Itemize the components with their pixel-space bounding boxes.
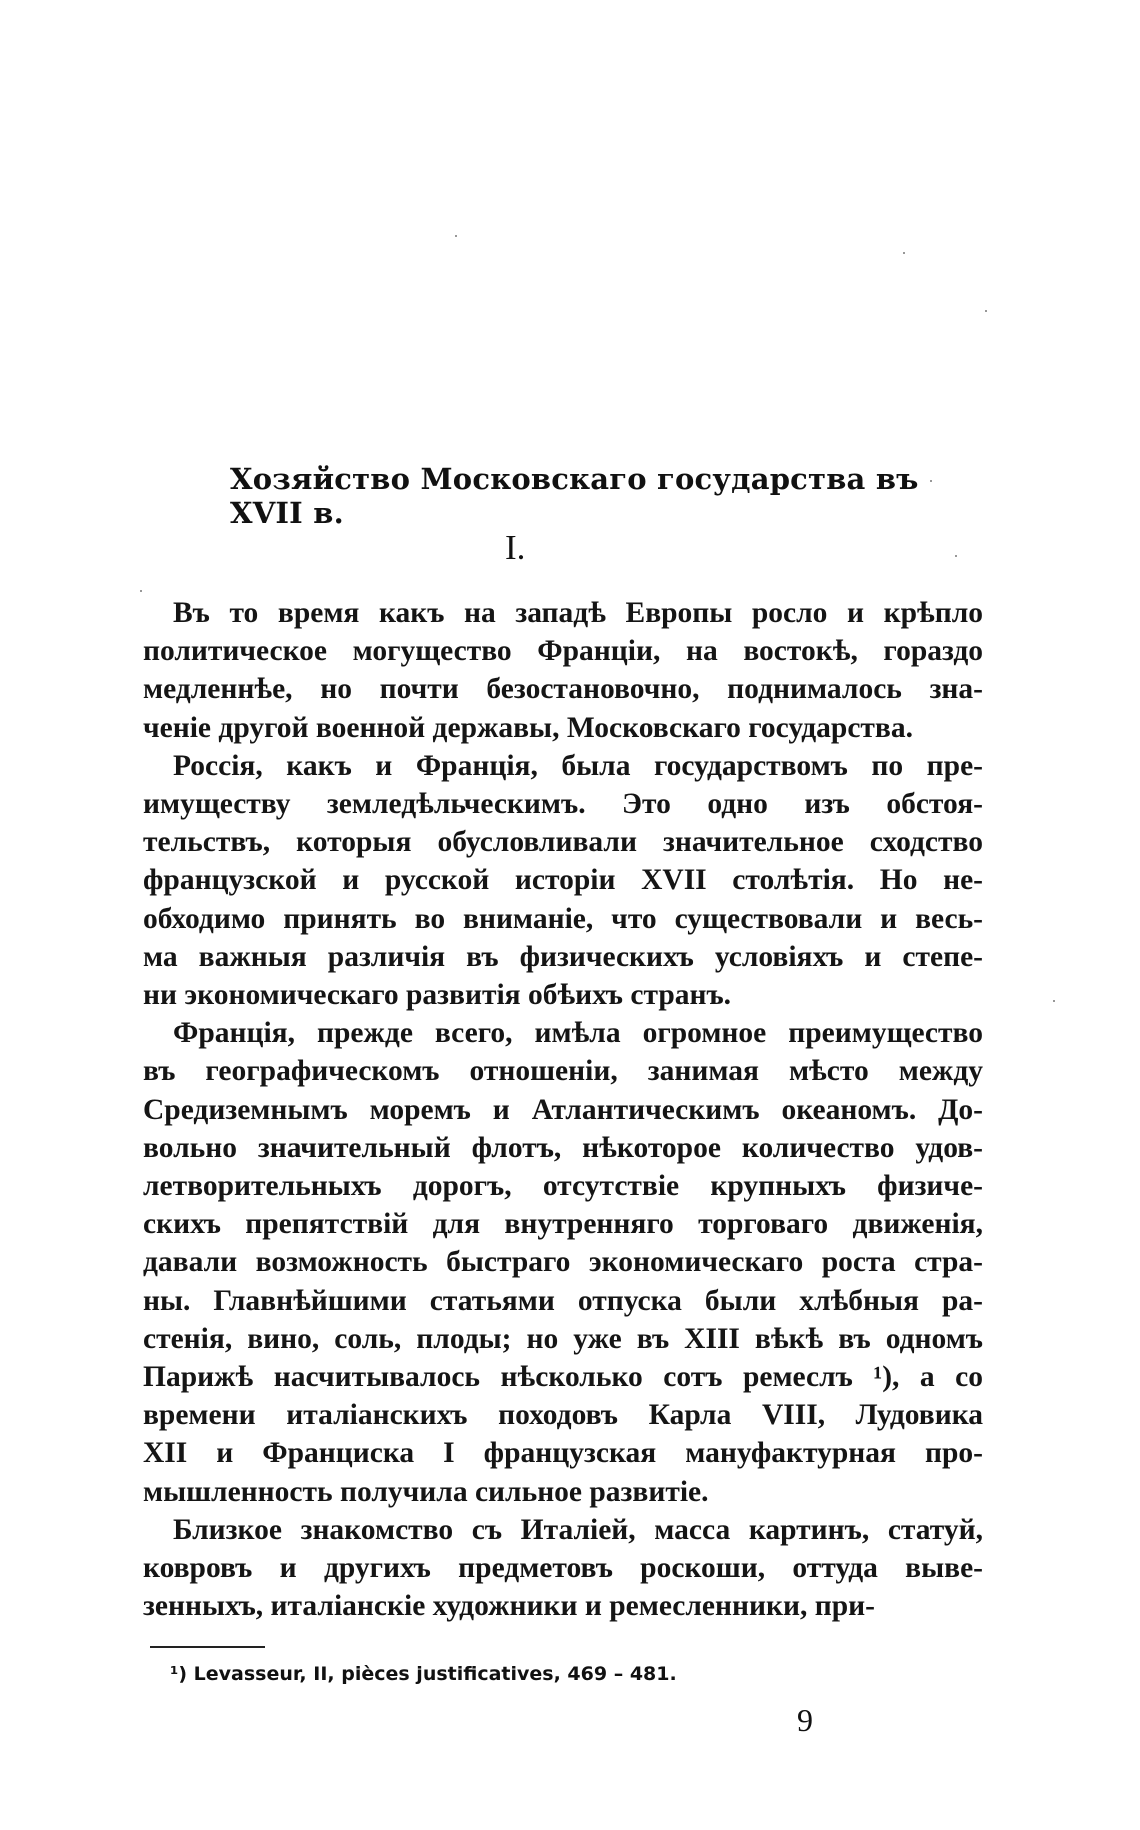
text-line: летворительныхъ дорогъ, отсутствіе крупныхъ физиче- <box>143 1170 983 1202</box>
text-line: ченіе другой военной державы, Московскаго государства. <box>143 711 913 744</box>
scan-speck <box>140 590 142 592</box>
text-line: ма важныя различія въ физическихъ условіяхъ и степе- <box>143 940 983 973</box>
text-line: Близкое знакомство съ Италіей, масса картинъ, статуй, <box>173 1513 983 1546</box>
text-line: Средиземнымъ моремъ и Атлантическимъ океаномъ. До- <box>143 1093 983 1126</box>
text-line: французской и русской исторіи XVII столѣтія. Но не- <box>143 864 983 897</box>
footnote: ¹) Levasseur, II, pièces justificatives, 469 – 481. <box>170 1663 677 1685</box>
text-line: Въ то время какъ на западѣ Европы росло и крѣпло <box>173 597 983 629</box>
chapter-title: Хозяйство Московскаго государства въ XVII в. <box>230 462 919 530</box>
text-line: тельствъ, которыя обусловливали значительное сходство <box>143 826 983 859</box>
text-line: имуществу земледѣльческимъ. Это одно изъ обстоя- <box>143 788 983 820</box>
text-line: обходимо принять во вниманіе, что существовали и весь- <box>143 902 983 935</box>
text-line: мышленность получила сильное развитіе. <box>143 1475 709 1508</box>
scan-speck <box>930 480 932 482</box>
scan-speck <box>1053 1000 1055 1002</box>
text-line: XII и Франциска I французская мануфактурная про- <box>143 1437 983 1470</box>
text-line: ковровъ и другихъ предметовъ роскоши, оттуда выве- <box>143 1552 983 1584</box>
text-line: Россія, какъ и Франція, была государствомъ по пре- <box>173 749 983 782</box>
text-line: медленнѣе, но почти безостановочно, поднималось зна- <box>143 673 983 706</box>
text-line: давали возможность быстраго экономическаго роста стра- <box>143 1246 983 1279</box>
scan-speck <box>955 555 957 557</box>
scan-speck <box>903 252 905 254</box>
text-line: зенныхъ, италіанскіе художники и ремесленники, при- <box>143 1590 875 1623</box>
text-line: вольно значительный флотъ, нѣкоторое количество удов- <box>143 1131 983 1164</box>
text-line: въ географическомъ отношеніи, занимая мѣсто между <box>143 1055 983 1088</box>
text-line: стенія, вино, соль, плоды; но уже въ XIII вѣкѣ въ одномъ <box>143 1322 983 1355</box>
page-number: 9 <box>797 1702 813 1738</box>
section-number: I. <box>505 528 526 567</box>
text-line: политическое могущество Франціи, на востокѣ, гораздо <box>143 635 983 668</box>
text-line: Парижѣ насчитывалось нѣсколько сотъ ремеслъ ¹), а со <box>143 1361 983 1393</box>
scan-speck <box>455 235 457 237</box>
text-line: Франція, прежде всего, имѣла огромное преимущество <box>173 1017 983 1050</box>
text-line: ны. Главнѣйшими статьями отпуска были хлѣбныя ра- <box>143 1284 983 1317</box>
footnote-divider <box>150 1646 265 1648</box>
scan-speck <box>985 310 987 312</box>
text-line: скихъ препятствій для внутренняго торговаго движенія, <box>143 1208 983 1241</box>
text-line: ни экономическаго развитія обѣихъ странъ. <box>143 979 732 1011</box>
text-line: времени италіанскихъ походовъ Карла VIII, Лудовика <box>143 1399 983 1432</box>
